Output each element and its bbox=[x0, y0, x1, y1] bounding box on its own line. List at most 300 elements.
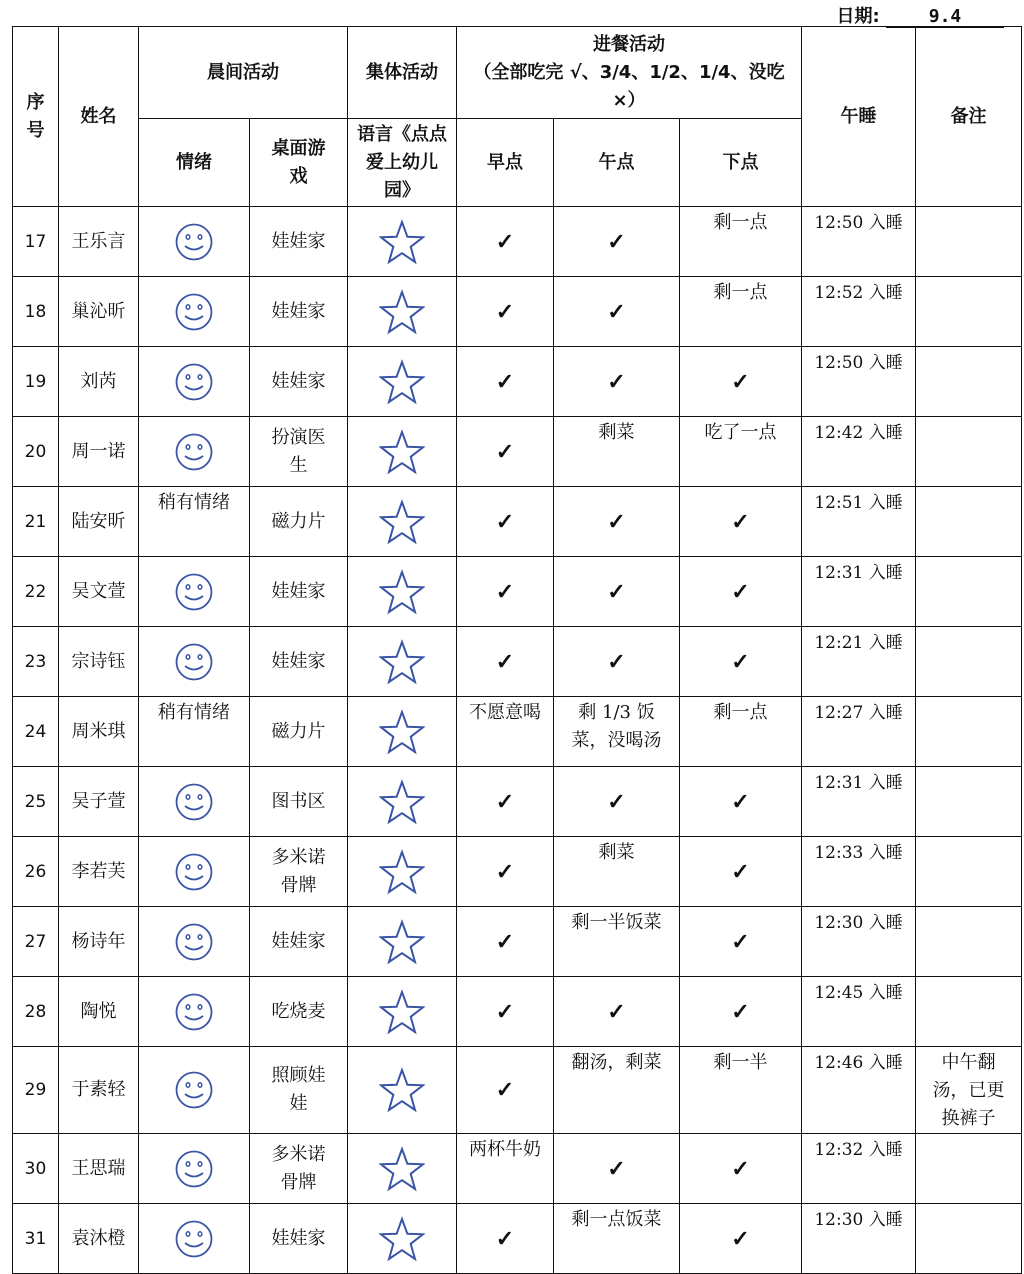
smile-icon bbox=[139, 1070, 249, 1110]
breakfast-cell-text: ✓ bbox=[495, 998, 515, 1025]
header-name: 姓名 bbox=[59, 27, 139, 207]
lunch-cell bbox=[554, 487, 680, 557]
snack-cell-text: ✓ bbox=[731, 1225, 750, 1252]
name-cell bbox=[59, 1204, 139, 1274]
nap-cell-text: 12:31 入睡 bbox=[814, 563, 903, 583]
group-activity-cell bbox=[348, 767, 457, 837]
seq-cell bbox=[13, 557, 59, 627]
table-row bbox=[13, 907, 1022, 977]
header-morning-activity: 晨间活动 bbox=[139, 27, 348, 119]
snack-cell-text: ✓ bbox=[731, 508, 750, 535]
name-cell-text: 周米琪 bbox=[71, 720, 126, 742]
snack-cell-text: ✓ bbox=[731, 648, 750, 675]
smile-icon bbox=[139, 922, 249, 962]
smile-icon bbox=[139, 1219, 249, 1259]
seq-cell-text: 22 bbox=[24, 581, 47, 602]
breakfast-cell bbox=[457, 487, 554, 557]
seq-cell-text: 28 bbox=[24, 1001, 47, 1022]
seq-cell bbox=[13, 347, 59, 417]
remark-cell bbox=[916, 417, 1022, 487]
seq-cell-text: 27 bbox=[24, 931, 47, 952]
snack-cell-text: ✓ bbox=[731, 1155, 750, 1182]
snack-cell bbox=[680, 907, 802, 977]
lunch-cell bbox=[554, 1204, 680, 1274]
board-game-cell-text: 娃娃家 bbox=[271, 1227, 326, 1249]
nap-cell bbox=[802, 627, 916, 697]
snack-cell bbox=[680, 347, 802, 417]
board-game-cell bbox=[250, 1134, 348, 1204]
name-cell bbox=[59, 977, 139, 1047]
seq-cell bbox=[13, 1134, 59, 1204]
breakfast-cell bbox=[457, 977, 554, 1047]
name-cell bbox=[59, 277, 139, 347]
nap-cell bbox=[802, 207, 916, 277]
smile-icon bbox=[139, 782, 249, 822]
name-cell-text: 陶悦 bbox=[80, 1000, 117, 1022]
nap-cell-text: 12:50 入睡 bbox=[814, 213, 903, 233]
board-game-cell-text: 照顾娃娃 bbox=[271, 1065, 326, 1114]
mood-cell bbox=[139, 697, 250, 767]
mood-cell bbox=[139, 627, 250, 697]
nap-cell bbox=[802, 697, 916, 767]
table-row bbox=[13, 977, 1022, 1047]
lunch-cell-text: 剩 1/3 饭菜，没喝汤 bbox=[571, 702, 662, 751]
seq-cell-text: 20 bbox=[24, 441, 47, 462]
group-activity-cell bbox=[348, 697, 457, 767]
snack-cell-text: ✓ bbox=[731, 858, 750, 885]
snack-cell-text: ✓ bbox=[731, 368, 750, 395]
snack-cell bbox=[680, 207, 802, 277]
lunch-cell-text: ✓ bbox=[607, 368, 626, 395]
smile-icon bbox=[139, 1149, 249, 1189]
board-game-cell bbox=[250, 417, 348, 487]
snack-cell-text: 剩一点 bbox=[713, 702, 768, 723]
lunch-cell bbox=[554, 1134, 680, 1204]
snack-cell bbox=[680, 1047, 802, 1134]
nap-cell bbox=[802, 1204, 916, 1274]
lunch-cell-text: ✓ bbox=[607, 788, 626, 815]
name-cell-text: 袁沐橙 bbox=[71, 1227, 126, 1249]
seq-cell bbox=[13, 1047, 59, 1134]
mood-cell bbox=[139, 1047, 250, 1134]
remark-cell bbox=[916, 977, 1022, 1047]
nap-cell bbox=[802, 767, 916, 837]
snack-cell-text: 剩一点 bbox=[713, 212, 768, 233]
mood-cell bbox=[139, 277, 250, 347]
lunch-cell-text: 翻汤，剩菜 bbox=[571, 1052, 662, 1073]
group-activity-cell bbox=[348, 417, 457, 487]
breakfast-cell bbox=[457, 907, 554, 977]
remark-cell bbox=[916, 837, 1022, 907]
name-cell-text: 宗诗钰 bbox=[71, 650, 126, 672]
breakfast-cell-text: ✓ bbox=[495, 928, 515, 955]
name-cell-text: 于素轻 bbox=[71, 1079, 126, 1100]
nap-cell bbox=[802, 1047, 916, 1134]
breakfast-cell bbox=[457, 1047, 554, 1134]
name-cell bbox=[59, 417, 139, 487]
header-nap: 午睡 bbox=[802, 27, 916, 207]
name-cell bbox=[59, 347, 139, 417]
mood-cell bbox=[139, 417, 250, 487]
header-remarks: 备注 bbox=[916, 27, 1022, 207]
snack-cell-text: ✓ bbox=[731, 998, 750, 1025]
nap-cell bbox=[802, 557, 916, 627]
breakfast-cell-text: ✓ bbox=[495, 368, 515, 395]
breakfast-cell-text: ✓ bbox=[495, 1077, 515, 1103]
breakfast-cell bbox=[457, 277, 554, 347]
mood-cell-text: 稍有情绪 bbox=[158, 492, 230, 513]
remark-cell bbox=[916, 347, 1022, 417]
group-activity-cell bbox=[348, 347, 457, 417]
group-activity-cell bbox=[348, 627, 457, 697]
lunch-cell bbox=[554, 627, 680, 697]
lunch-cell-text: 剩一点饭菜 bbox=[571, 1209, 662, 1230]
snack-cell bbox=[680, 977, 802, 1047]
table-row bbox=[13, 1134, 1022, 1204]
lunch-cell bbox=[554, 697, 680, 767]
board-game-cell-text: 多米诺骨牌 bbox=[271, 846, 326, 896]
header-meal-title: 进餐活动 bbox=[593, 33, 666, 55]
mood-cell bbox=[139, 347, 250, 417]
snack-cell-text: 吃了一点 bbox=[704, 422, 777, 443]
seq-cell-text: 17 bbox=[24, 231, 47, 252]
nap-cell-text: 12:30 入睡 bbox=[814, 1210, 903, 1230]
nap-cell-text: 12:52 入睡 bbox=[814, 283, 903, 303]
snack-cell bbox=[680, 767, 802, 837]
breakfast-cell bbox=[457, 417, 554, 487]
remark-cell bbox=[916, 1134, 1022, 1204]
group-activity-cell bbox=[348, 1204, 457, 1274]
date-label: 日期: bbox=[836, 6, 880, 27]
lunch-cell bbox=[554, 207, 680, 277]
star-icon bbox=[348, 429, 456, 475]
name-cell-text: 李若芙 bbox=[71, 860, 126, 882]
snack-cell-text: 剩一点 bbox=[713, 282, 768, 303]
seq-cell bbox=[13, 697, 59, 767]
lunch-cell-text: ✓ bbox=[607, 998, 626, 1025]
remark-cell bbox=[916, 697, 1022, 767]
group-activity-cell bbox=[348, 487, 457, 557]
nap-cell-text: 12:45 入睡 bbox=[814, 983, 903, 1003]
table-row bbox=[13, 487, 1022, 557]
smile-icon bbox=[139, 572, 249, 612]
name-cell-text: 王思瑞 bbox=[71, 1157, 126, 1179]
remark-cell bbox=[916, 907, 1022, 977]
star-icon bbox=[348, 569, 456, 615]
name-cell bbox=[59, 557, 139, 627]
mood-cell bbox=[139, 907, 250, 977]
group-activity-cell bbox=[348, 907, 457, 977]
group-activity-cell bbox=[348, 977, 457, 1047]
nap-cell-text: 12:31 入睡 bbox=[814, 773, 903, 793]
star-icon bbox=[348, 219, 456, 265]
board-game-cell bbox=[250, 277, 348, 347]
header-board-game: 桌面游戏 bbox=[250, 119, 348, 207]
name-cell-text: 周一诺 bbox=[71, 440, 126, 462]
smile-icon bbox=[139, 992, 249, 1032]
name-cell bbox=[59, 767, 139, 837]
nap-cell-text: 12:46 入睡 bbox=[814, 1053, 903, 1073]
seq-cell-text: 19 bbox=[24, 371, 47, 392]
header-group-activity: 集体活动 bbox=[348, 27, 457, 119]
snack-cell bbox=[680, 627, 802, 697]
nap-cell bbox=[802, 837, 916, 907]
nap-cell-text: 12:21 入睡 bbox=[814, 633, 903, 653]
snack-cell-text: ✓ bbox=[731, 578, 750, 605]
remark-cell bbox=[916, 487, 1022, 557]
nap-cell-text: 12:33 入睡 bbox=[814, 843, 903, 863]
table-row bbox=[13, 417, 1022, 487]
lunch-cell bbox=[554, 977, 680, 1047]
seq-cell bbox=[13, 767, 59, 837]
star-icon bbox=[348, 359, 456, 405]
smile-icon bbox=[139, 362, 249, 402]
lunch-cell-text: ✓ bbox=[607, 648, 626, 675]
remark-cell bbox=[916, 627, 1022, 697]
seq-cell bbox=[13, 1204, 59, 1274]
remark-cell bbox=[916, 557, 1022, 627]
breakfast-cell-text: ✓ bbox=[495, 228, 515, 255]
lunch-cell-text: ✓ bbox=[607, 1155, 626, 1182]
smile-icon bbox=[139, 432, 249, 472]
seq-cell-text: 25 bbox=[24, 791, 47, 812]
breakfast-cell bbox=[457, 207, 554, 277]
breakfast-cell-text: 不愿意喝 bbox=[469, 702, 541, 723]
seq-cell-text: 24 bbox=[24, 721, 47, 742]
breakfast-cell-text: ✓ bbox=[495, 648, 515, 675]
lunch-cell bbox=[554, 1047, 680, 1134]
board-game-cell bbox=[250, 1204, 348, 1274]
seq-cell-text: 21 bbox=[24, 511, 47, 532]
board-game-cell-text: 娃娃家 bbox=[271, 300, 326, 322]
snack-cell bbox=[680, 417, 802, 487]
date-value: 9.4 bbox=[886, 6, 1004, 28]
nap-cell-text: 12:50 入睡 bbox=[814, 353, 903, 373]
lunch-cell bbox=[554, 837, 680, 907]
board-game-cell bbox=[250, 767, 348, 837]
lunch-cell-text: 剩一半饭菜 bbox=[571, 912, 662, 933]
nap-cell-text: 12:51 入睡 bbox=[814, 493, 903, 513]
seq-cell bbox=[13, 627, 59, 697]
seq-cell-text: 26 bbox=[24, 861, 47, 882]
star-icon bbox=[348, 499, 456, 545]
board-game-cell-text: 多米诺骨牌 bbox=[271, 1143, 326, 1193]
board-game-cell-text: 磁力片 bbox=[271, 510, 326, 532]
snack-cell-text: ✓ bbox=[731, 788, 750, 815]
remark-cell bbox=[916, 207, 1022, 277]
board-game-cell-text: 娃娃家 bbox=[271, 650, 326, 672]
name-cell bbox=[59, 1047, 139, 1134]
nap-cell bbox=[802, 347, 916, 417]
snack-cell bbox=[680, 487, 802, 557]
header-language: 语言《点点爱上幼儿园》 bbox=[348, 119, 457, 207]
smile-icon bbox=[139, 642, 249, 682]
table-row bbox=[13, 1204, 1022, 1274]
table-row bbox=[13, 277, 1022, 347]
name-cell-text: 王乐言 bbox=[71, 230, 126, 252]
group-activity-cell bbox=[348, 207, 457, 277]
remark-cell bbox=[916, 1204, 1022, 1274]
name-cell-text: 杨诗年 bbox=[71, 930, 126, 952]
lunch-cell bbox=[554, 557, 680, 627]
mood-cell bbox=[139, 837, 250, 907]
name-cell bbox=[59, 627, 139, 697]
seq-cell-text: 23 bbox=[24, 651, 47, 672]
board-game-cell-text: 娃娃家 bbox=[271, 580, 326, 602]
board-game-cell-text: 娃娃家 bbox=[271, 370, 326, 392]
header-seq: 序号 bbox=[13, 27, 59, 207]
board-game-cell bbox=[250, 977, 348, 1047]
mood-cell bbox=[139, 207, 250, 277]
lunch-cell-text: ✓ bbox=[607, 508, 626, 535]
board-game-cell bbox=[250, 557, 348, 627]
group-activity-cell bbox=[348, 837, 457, 907]
breakfast-cell bbox=[457, 837, 554, 907]
group-activity-cell bbox=[348, 1134, 457, 1204]
breakfast-cell-text: ✓ bbox=[495, 858, 515, 885]
nap-cell bbox=[802, 1134, 916, 1204]
mood-cell bbox=[139, 487, 250, 557]
nap-cell-text: 12:30 入睡 bbox=[814, 913, 903, 933]
name-cell bbox=[59, 207, 139, 277]
board-game-cell bbox=[250, 837, 348, 907]
remark-cell bbox=[916, 1047, 1022, 1134]
name-cell bbox=[59, 907, 139, 977]
board-game-cell-text: 图书区 bbox=[271, 790, 326, 812]
header-snack: 下点 bbox=[680, 119, 802, 207]
nap-cell bbox=[802, 277, 916, 347]
snack-cell-text: 剩一半 bbox=[713, 1052, 768, 1073]
seq-cell-text: 30 bbox=[24, 1158, 47, 1179]
name-cell bbox=[59, 837, 139, 907]
lunch-cell-text: 剩菜 bbox=[598, 422, 635, 443]
lunch-cell bbox=[554, 347, 680, 417]
star-icon bbox=[348, 779, 456, 825]
lunch-cell bbox=[554, 417, 680, 487]
name-cell bbox=[59, 1134, 139, 1204]
table-row bbox=[13, 767, 1022, 837]
board-game-cell-text: 娃娃家 bbox=[271, 230, 326, 252]
breakfast-cell-text: 两杯牛奶 bbox=[469, 1139, 541, 1160]
breakfast-cell bbox=[457, 627, 554, 697]
remark-cell-text: 中午翻汤，已更换裤子 bbox=[932, 1052, 1005, 1129]
mood-cell bbox=[139, 557, 250, 627]
header-lunch: 午点 bbox=[554, 119, 680, 207]
nap-cell bbox=[802, 417, 916, 487]
star-icon bbox=[348, 1216, 456, 1262]
star-icon bbox=[348, 709, 456, 755]
group-activity-cell bbox=[348, 557, 457, 627]
smile-icon bbox=[139, 292, 249, 332]
seq-cell bbox=[13, 417, 59, 487]
lunch-cell-text: 剩菜 bbox=[598, 842, 635, 863]
name-cell-text: 巢沁昕 bbox=[71, 300, 126, 322]
seq-cell bbox=[13, 837, 59, 907]
star-icon bbox=[348, 849, 456, 895]
name-cell-text: 吴子萱 bbox=[71, 790, 126, 812]
board-game-cell bbox=[250, 487, 348, 557]
breakfast-cell-text: ✓ bbox=[495, 1225, 515, 1252]
board-game-cell-text: 扮演医生 bbox=[271, 426, 326, 476]
name-cell-text: 陆安昕 bbox=[71, 510, 126, 532]
star-icon bbox=[348, 989, 456, 1035]
lunch-cell bbox=[554, 907, 680, 977]
lunch-cell bbox=[554, 767, 680, 837]
header-meal-note: （全部吃完 √、3/4、1/2、1/4、没吃×） bbox=[473, 61, 785, 111]
nap-cell-text: 12:27 入睡 bbox=[814, 703, 903, 723]
group-activity-cell bbox=[348, 277, 457, 347]
nap-cell bbox=[802, 487, 916, 557]
seq-cell bbox=[13, 907, 59, 977]
snack-cell bbox=[680, 1134, 802, 1204]
board-game-cell bbox=[250, 347, 348, 417]
star-icon bbox=[348, 1146, 456, 1192]
board-game-cell bbox=[250, 1047, 348, 1134]
table-row bbox=[13, 347, 1022, 417]
breakfast-cell bbox=[457, 347, 554, 417]
lunch-cell-text: ✓ bbox=[607, 228, 626, 255]
seq-cell bbox=[13, 207, 59, 277]
snack-cell-text: ✓ bbox=[731, 928, 750, 955]
header-mood: 情绪 bbox=[139, 119, 250, 207]
smile-icon bbox=[139, 852, 249, 892]
nap-cell-text: 12:42 入睡 bbox=[814, 423, 903, 443]
nap-cell bbox=[802, 907, 916, 977]
snack-cell bbox=[680, 697, 802, 767]
seq-cell bbox=[13, 487, 59, 557]
group-activity-cell bbox=[348, 1047, 457, 1134]
breakfast-cell-text: ✓ bbox=[495, 578, 515, 605]
board-game-cell-text: 吃烧麦 bbox=[271, 1000, 326, 1022]
snack-cell bbox=[680, 837, 802, 907]
breakfast-cell bbox=[457, 767, 554, 837]
breakfast-cell-text: ✓ bbox=[495, 298, 515, 325]
board-game-cell bbox=[250, 207, 348, 277]
nap-cell bbox=[802, 977, 916, 1047]
snack-cell bbox=[680, 277, 802, 347]
remark-cell bbox=[916, 277, 1022, 347]
lunch-cell-text: ✓ bbox=[607, 298, 626, 325]
board-game-cell-text: 娃娃家 bbox=[271, 930, 326, 952]
mood-cell bbox=[139, 767, 250, 837]
board-game-cell bbox=[250, 697, 348, 767]
header-meal-activity bbox=[457, 27, 802, 119]
date-line bbox=[837, 2, 1004, 28]
table-row bbox=[13, 557, 1022, 627]
table-row bbox=[13, 207, 1022, 277]
snack-cell bbox=[680, 557, 802, 627]
table-row bbox=[13, 697, 1022, 767]
breakfast-cell bbox=[457, 557, 554, 627]
star-icon bbox=[348, 919, 456, 965]
remark-cell bbox=[916, 767, 1022, 837]
breakfast-cell bbox=[457, 1204, 554, 1274]
header-breakfast: 早点 bbox=[457, 119, 554, 207]
seq-cell bbox=[13, 977, 59, 1047]
star-icon bbox=[348, 289, 456, 335]
table-row bbox=[13, 837, 1022, 907]
snack-cell bbox=[680, 1204, 802, 1274]
lunch-cell-text: ✓ bbox=[607, 578, 626, 605]
mood-cell bbox=[139, 1134, 250, 1204]
seq-cell-text: 31 bbox=[24, 1228, 47, 1249]
star-icon bbox=[348, 1067, 456, 1113]
smile-icon bbox=[139, 222, 249, 262]
board-game-cell bbox=[250, 907, 348, 977]
mood-cell-text: 稍有情绪 bbox=[158, 702, 230, 723]
mood-cell bbox=[139, 1204, 250, 1274]
seq-cell-text: 18 bbox=[24, 301, 47, 322]
